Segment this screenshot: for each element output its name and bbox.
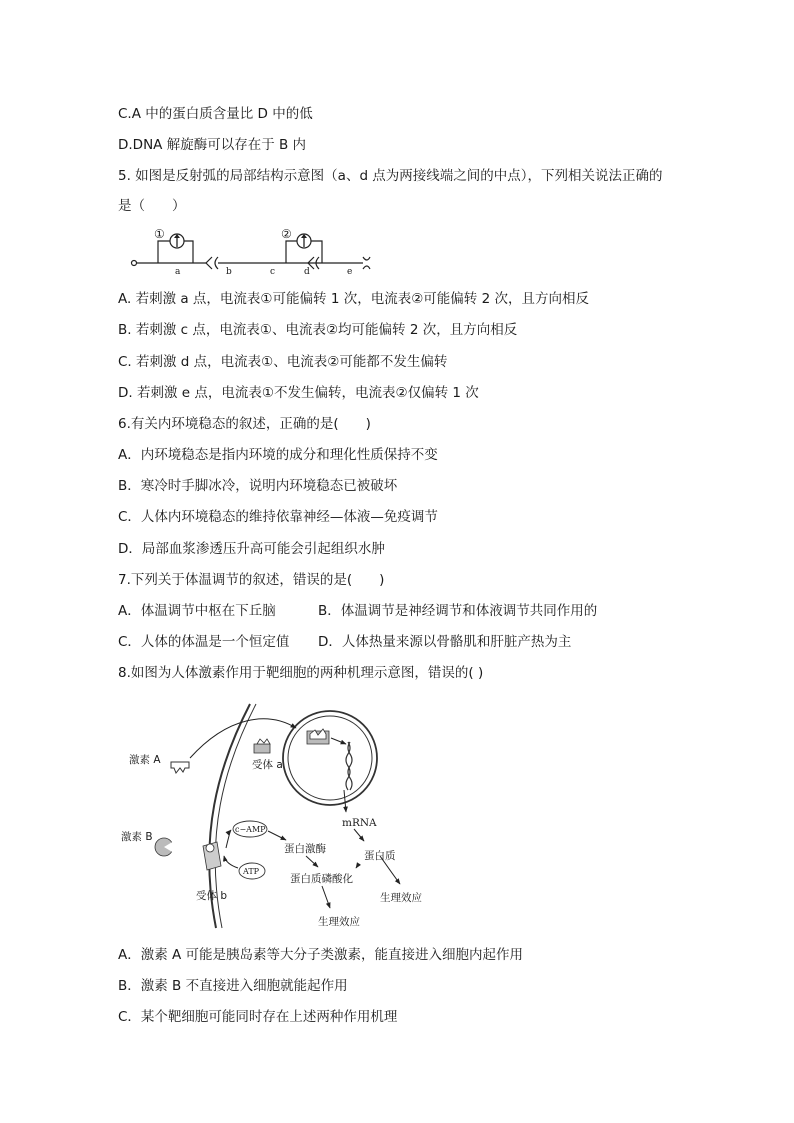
q5-option-b: B. 若刺激 c 点，电流表①、电流表②均可能偏转 2 次，且方向相反	[118, 322, 518, 338]
point-a: a	[175, 267, 181, 277]
label-receptor-b: 受体 b	[196, 890, 228, 902]
q8-option-a: A．激素 A 可能是胰岛素等大分子类激素，能直接进入细胞内起作用	[118, 947, 524, 963]
point-b: b	[226, 267, 232, 277]
point-d: d	[304, 267, 310, 277]
meter-2-label: ②	[281, 227, 292, 241]
label-receptor-a: 受体 a	[252, 759, 283, 771]
hormone-mechanism-figure	[118, 696, 438, 930]
q5-option-d: D. 若刺激 e 点，电流表①不发生偏转，电流表②仅偏转 1 次	[118, 385, 479, 401]
q6-option-c: C．人体内环境稳态的维持依靠神经—体液—免疫调节	[118, 509, 438, 525]
label-mrna: mRNA	[342, 817, 377, 829]
q6-stem: 6.有关内环境稳态的叙述，正确的是( )	[118, 416, 371, 432]
q7-option-c: C．人体的体温是一个恒定值	[118, 634, 290, 650]
label-hormone-a: 激素 A	[129, 754, 161, 766]
q4-option-d: D.DNA 解旋酶可以存在于 B 内	[118, 137, 307, 153]
label-hormone-b: 激素 B	[121, 831, 153, 843]
q7-option-b: B．体温调节是神经调节和体液调节共同作用的	[318, 603, 598, 619]
q5-stem-line2: 是（ ）	[118, 198, 186, 214]
q4-option-c: C.A 中的蛋白质含量比 D 中的低	[118, 106, 313, 122]
label-protein-kinase: 蛋白激酶	[284, 843, 326, 855]
q8-option-c: C．某个靶细胞可能同时存在上述两种作用机理	[118, 1009, 398, 1025]
q7-option-a: A．体温调节中枢在下丘脑	[118, 603, 276, 619]
q5-stem-line1: 5. 如图是反射弧的局部结构示意图（a、d 点为两接线端之间的中点），下列相关说法正确的	[118, 168, 663, 184]
label-camp: c−AMP	[235, 825, 266, 834]
q8-stem: 8.如图为人体激素作用于靶细胞的两种机理示意图，错误的( )	[118, 665, 484, 681]
label-protein: 蛋白质	[364, 850, 396, 862]
q7-option-d: D．人体热量来源以骨骼肌和肝脏产热为主	[318, 634, 572, 650]
reflex-arc-figure	[128, 225, 378, 277]
q7-stem: 7.下列关于体温调节的叙述，错误的是( )	[118, 572, 385, 588]
label-phosphorylation: 蛋白质磷酸化	[290, 873, 353, 885]
point-e: e	[347, 267, 353, 277]
label-effect-right: 生理效应	[380, 892, 422, 904]
point-c: c	[270, 267, 276, 277]
q8-option-b: B．激素 B 不直接进入细胞就能起作用	[118, 978, 348, 994]
meter-1-label: ①	[154, 227, 165, 241]
q6-option-d: D．局部血浆渗透压升高可能会引起组织水肿	[118, 541, 385, 557]
label-atp: ATP	[243, 867, 260, 876]
label-effect-bottom: 生理效应	[318, 916, 360, 928]
q5-option-c: C. 若刺激 d 点，电流表①、电流表②可能都不发生偏转	[118, 354, 448, 370]
q6-option-a: A．内环境稳态是指内环境的成分和理化性质保持不变	[118, 447, 438, 463]
q6-option-b: B．寒冷时手脚冰冷，说明内环境稳态已被破坏	[118, 478, 398, 494]
q5-option-a: A. 若刺激 a 点，电流表①可能偏转 1 次，电流表②可能偏转 2 次，且方向相反	[118, 291, 589, 307]
